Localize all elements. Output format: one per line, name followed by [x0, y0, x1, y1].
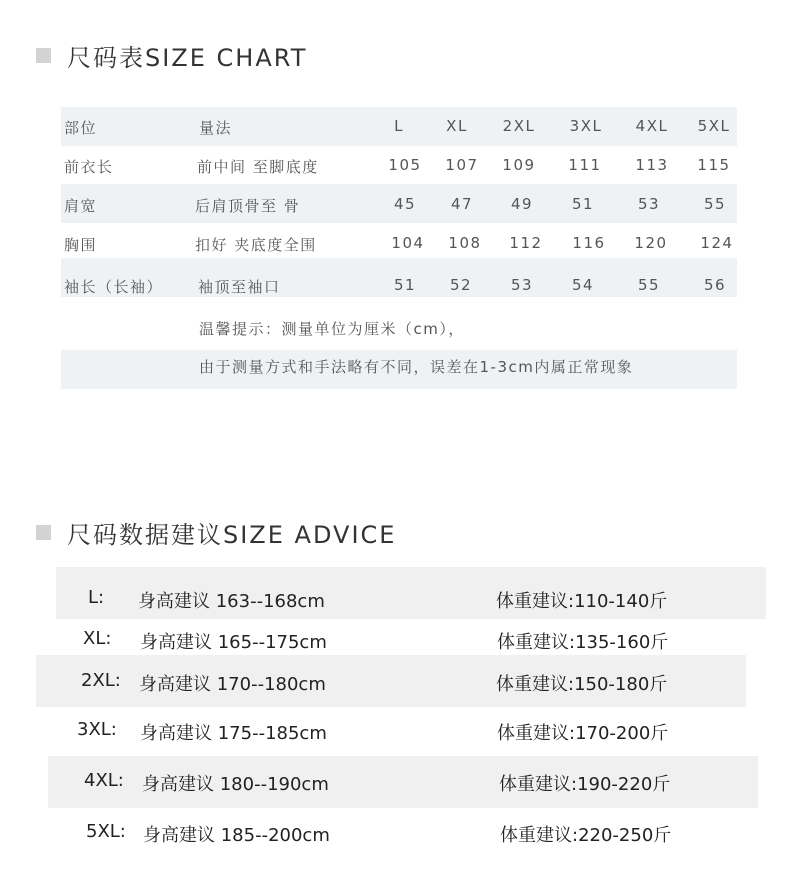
row-value: 116 — [572, 234, 606, 252]
row-method: 后肩顶骨至 骨 — [195, 197, 301, 215]
advice-size: 3XL: — [77, 719, 117, 740]
header-size: 2XL — [502, 117, 536, 135]
error-note: 由于测量方式和手法略有不同，误差在1-3cm内属正常现象 — [199, 358, 634, 376]
row-value: 47 — [450, 195, 474, 213]
table-row — [0, 234, 790, 254]
size-chart-header-row — [0, 117, 790, 137]
row-value: 53 — [510, 276, 534, 294]
row-part: 肩宽 — [64, 197, 98, 215]
table-row — [0, 276, 790, 296]
row-value: 113 — [635, 156, 669, 174]
header-part: 部位 — [64, 119, 98, 137]
header-size: 4XL — [635, 117, 669, 135]
heading-square-icon — [36, 525, 51, 540]
row-value: 56 — [703, 276, 727, 294]
table-row — [0, 195, 790, 215]
advice-size: XL: — [83, 628, 112, 649]
header-method: 量法 — [199, 119, 233, 137]
row-method: 袖顶至袖口 — [198, 278, 281, 296]
advice-row — [0, 821, 790, 845]
advice-weight: 体重建议:110-140斤 — [496, 591, 668, 612]
row-value: 51 — [393, 276, 417, 294]
advice-size: 5XL: — [86, 821, 126, 842]
header-size: 3XL — [569, 117, 603, 135]
header-size: L — [394, 117, 404, 135]
advice-height: 身高建议 170--180cm — [139, 674, 326, 695]
row-method: 扣好 夹底度全围 — [195, 236, 317, 254]
advice-row — [0, 628, 790, 652]
advice-row — [0, 719, 790, 743]
row-part: 胸围 — [64, 236, 98, 254]
row-value: 52 — [449, 276, 473, 294]
size-advice-title: 尺码数据建议SIZE ADVICE — [67, 521, 397, 549]
row-value: 53 — [637, 195, 661, 213]
row-value: 51 — [571, 195, 595, 213]
advice-height: 身高建议 175--185cm — [140, 723, 327, 744]
advice-height: 身高建议 163--168cm — [138, 591, 325, 612]
header-size: XL — [446, 117, 468, 135]
row-value: 109 — [502, 156, 536, 174]
advice-weight: 体重建议:170-200斤 — [497, 723, 669, 744]
advice-height: 身高建议 165--175cm — [140, 632, 327, 653]
table-row — [0, 156, 790, 176]
size-chart-title: 尺码表SIZE CHART — [67, 44, 308, 72]
advice-size: 2XL: — [81, 670, 121, 691]
row-value: 115 — [697, 156, 731, 174]
row-value: 108 — [448, 234, 482, 252]
measurement-note: 温馨提示：测量单位为厘米（cm）， — [199, 320, 465, 338]
advice-weight: 体重建议:220-250斤 — [500, 825, 672, 846]
row-value: 55 — [637, 276, 661, 294]
advice-weight: 体重建议:135-160斤 — [497, 632, 669, 653]
row-value: 111 — [568, 156, 602, 174]
advice-row — [0, 770, 790, 794]
size-advice-heading — [36, 515, 396, 550]
advice-weight: 体重建议:150-180斤 — [496, 674, 668, 695]
advice-height: 身高建议 180--190cm — [142, 774, 329, 795]
row-value: 124 — [700, 234, 734, 252]
row-value: 112 — [509, 234, 543, 252]
row-value: 105 — [388, 156, 422, 174]
row-value: 104 — [391, 234, 425, 252]
row-value: 54 — [571, 276, 595, 294]
advice-row — [0, 670, 790, 694]
row-value: 55 — [703, 195, 727, 213]
row-value: 49 — [510, 195, 534, 213]
row-value: 120 — [634, 234, 668, 252]
row-value: 107 — [445, 156, 479, 174]
advice-height: 身高建议 185--200cm — [143, 825, 330, 846]
row-value: 45 — [393, 195, 417, 213]
header-size: 5XL — [697, 117, 731, 135]
size-chart-heading — [36, 38, 307, 73]
row-method: 前中间 至脚底度 — [197, 158, 319, 176]
heading-square-icon — [36, 48, 51, 63]
advice-size: 4XL: — [84, 770, 124, 791]
advice-size: L: — [88, 587, 105, 608]
row-part: 袖长（长袖） — [64, 278, 164, 296]
advice-weight: 体重建议:190-220斤 — [499, 774, 671, 795]
advice-row — [0, 587, 790, 611]
row-part: 前衣长 — [64, 158, 114, 176]
